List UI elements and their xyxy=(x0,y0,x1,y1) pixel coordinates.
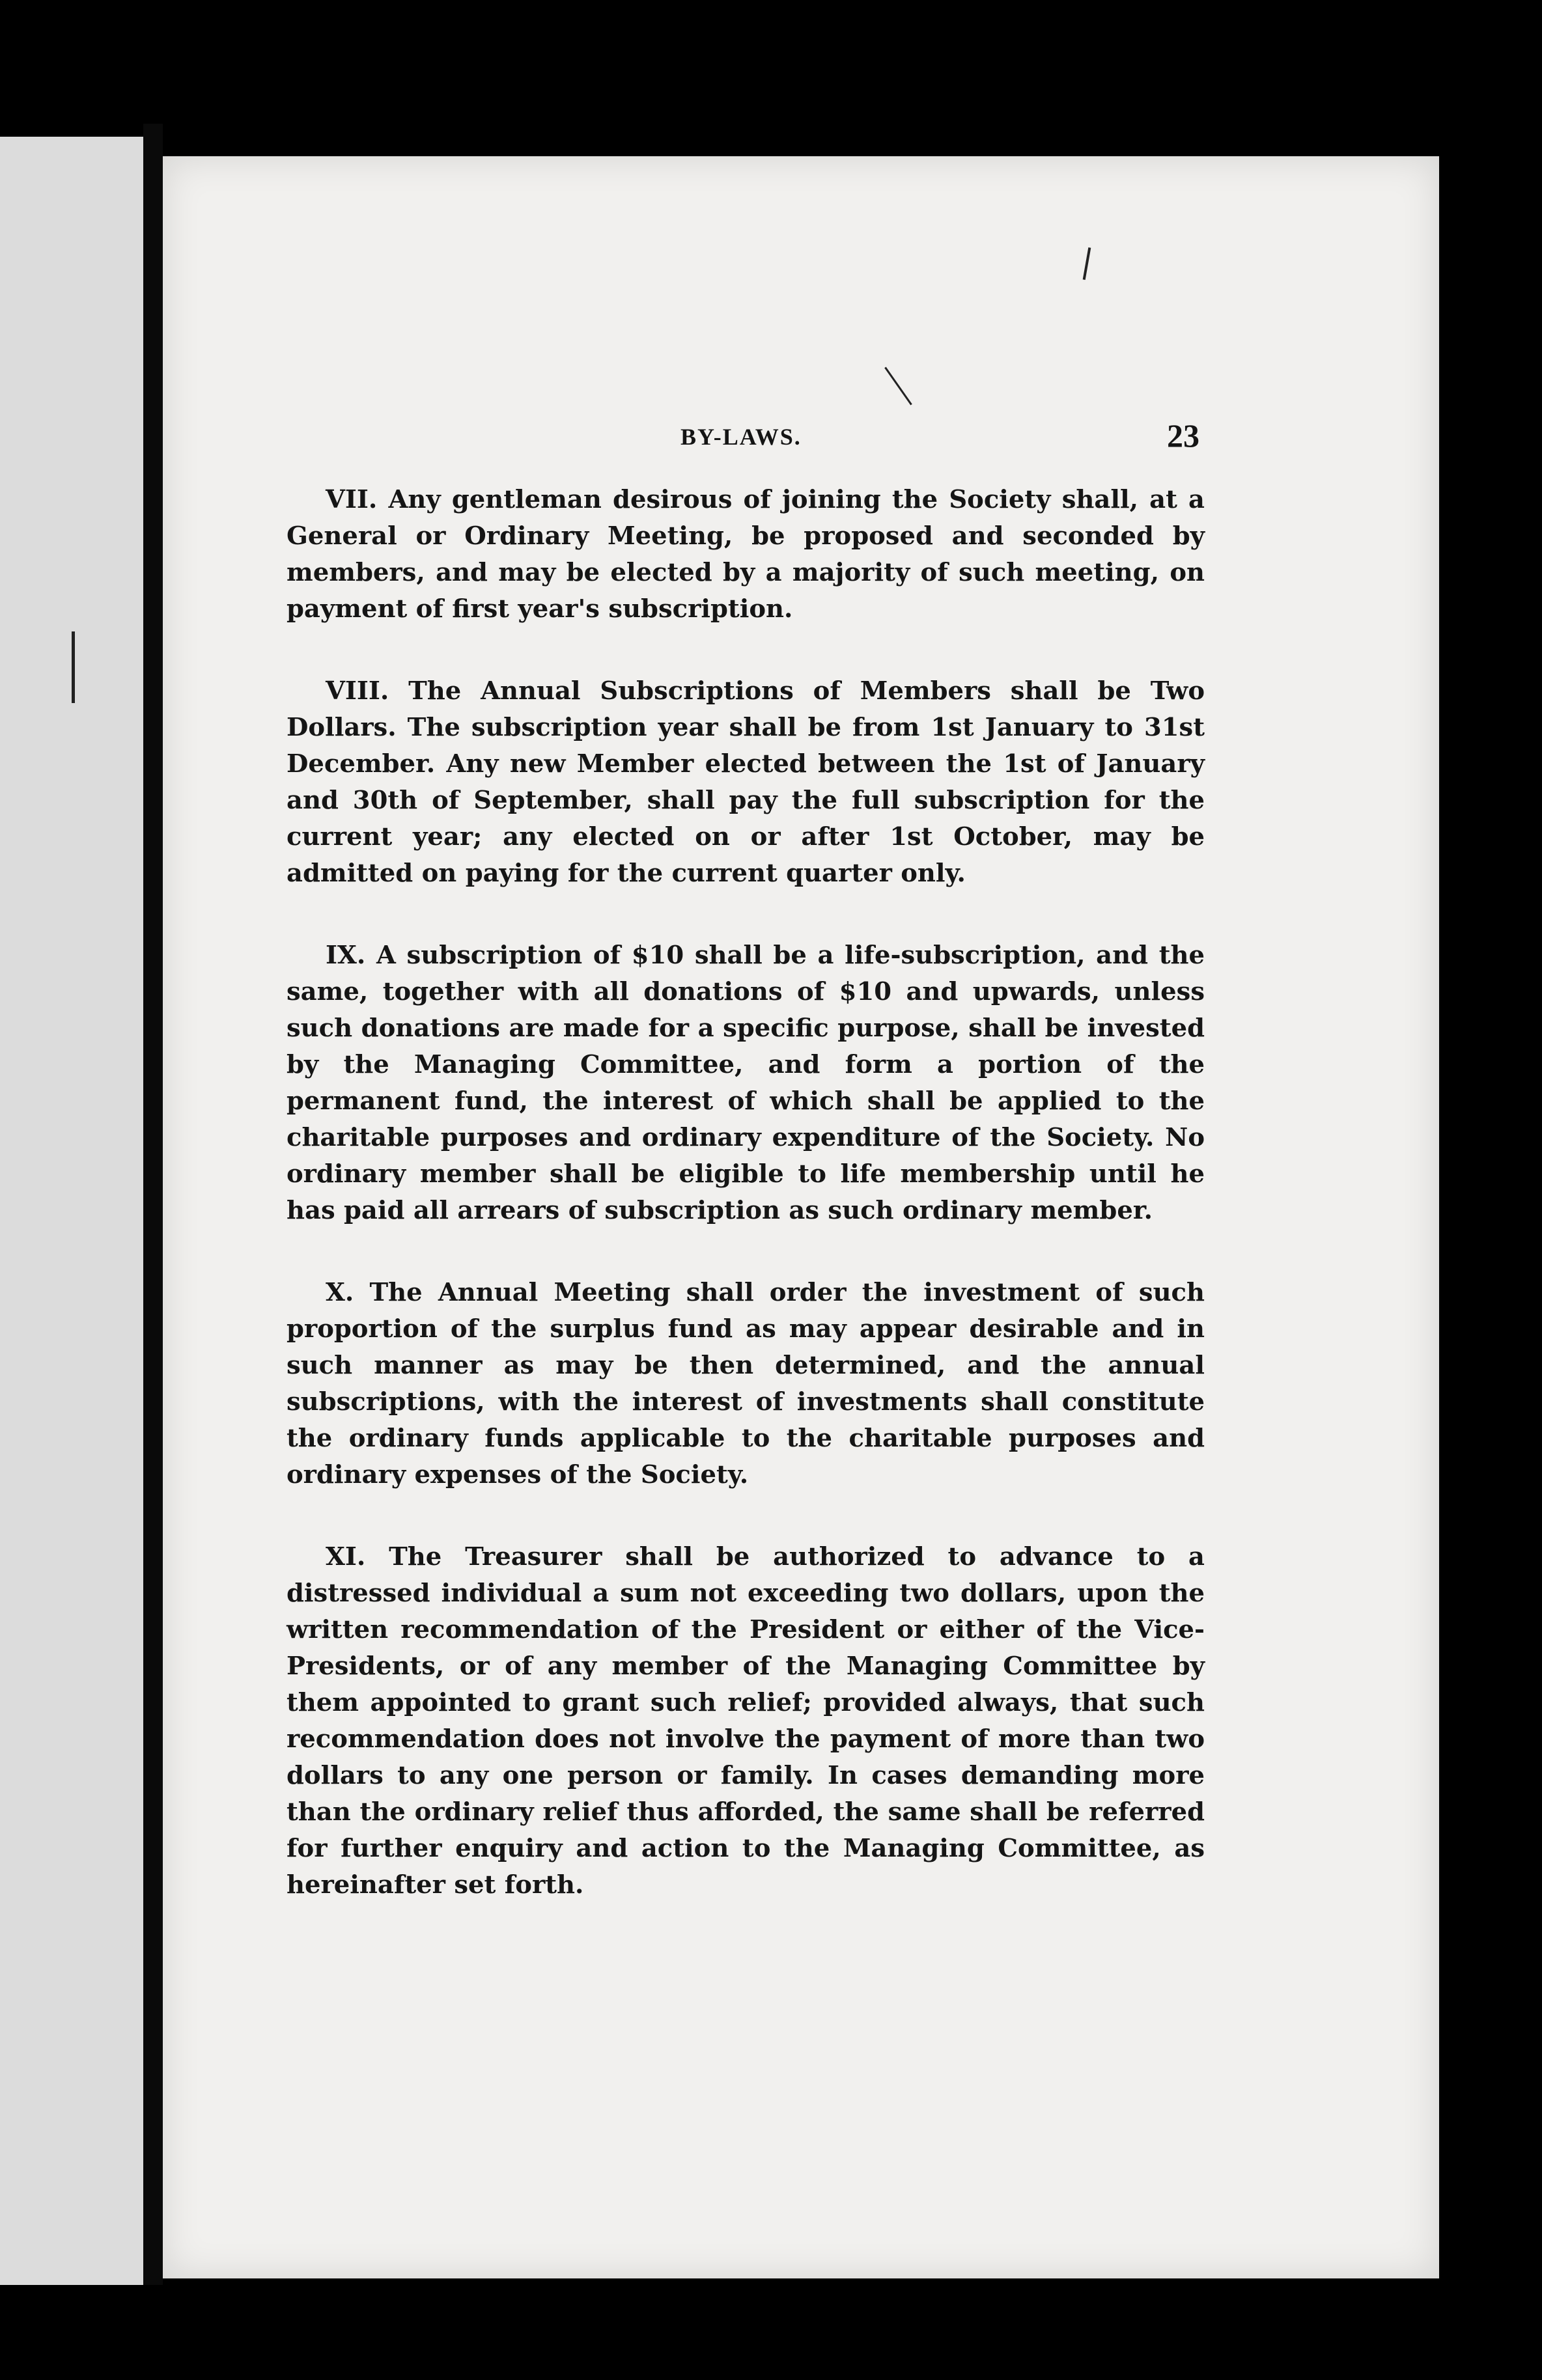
article-xi: XI. The Treasurer shall be authorized to advance to a distressed individual a sum not exceeding two dollars, upon the written recommendation of the President or either of the Vice-Presidents, or of any member of the Managing Committee by them appointed to grant such relief; provided always, that such recommendation does not involve the payment of more than two dollars to any one person or family. In cases demanding more than the ordinary relief thus afforded, the same shall be referred for further enquiry and action to the Managing Committee, as hereinafter set forth. xyxy=(287,1542,1205,1900)
page-header xyxy=(163,417,1439,462)
article-ix: IX. A subscription of $10 shall be a life-subscription, and the same, together with all donations of $10 and upwards, unless such donations are made for a specific purpose, shall be invested by the Managing Committee, and form a portion of the permanent fund, the interest of which shall be applied to the charitable purposes and ordinary expenditure of the Society. No ordinary member shall be eligible to life membership until he has paid all arrears of subscription as such ordinary member. xyxy=(287,941,1205,1225)
article-x: X. The Annual Meeting shall order the investment of such proportion of the surplus fund as may appear desirable and in such manner as may be then determined, and the annual subscriptions, with the interest of investments shall constitute the ordinary funds applicable to the charitable purposes and ordinary expenses of the Society. xyxy=(287,1278,1205,1489)
page-gutter xyxy=(143,124,163,2285)
article-viii: VIII. The Annual Subscriptions of Members shall be Two Dollars. The subscription year shall be from 1st January to 31st December. Any new Member elected between the 1st of January and 30th of September, shall pay the full subscription for the current year; any elected on or after 1st October, may be admitted on paying for the current quarter only. xyxy=(287,676,1205,888)
scan-mark xyxy=(72,631,75,703)
book-page xyxy=(163,156,1439,2278)
facing-page-edge xyxy=(0,137,143,2285)
running-head: BY-LAWS. xyxy=(680,424,802,450)
article-vii: VII. Any gentleman desirous of joining the Society shall, at a General or Ordinary Meeting, be proposed and seconded by members, and may be elected by a majority of such meeting, on payment of first year's subscription. xyxy=(287,485,1205,624)
scan-mark xyxy=(884,367,912,405)
scan-mark xyxy=(1083,247,1091,280)
bylaws-text xyxy=(287,482,1205,1949)
page-number: 23 xyxy=(1167,417,1199,454)
